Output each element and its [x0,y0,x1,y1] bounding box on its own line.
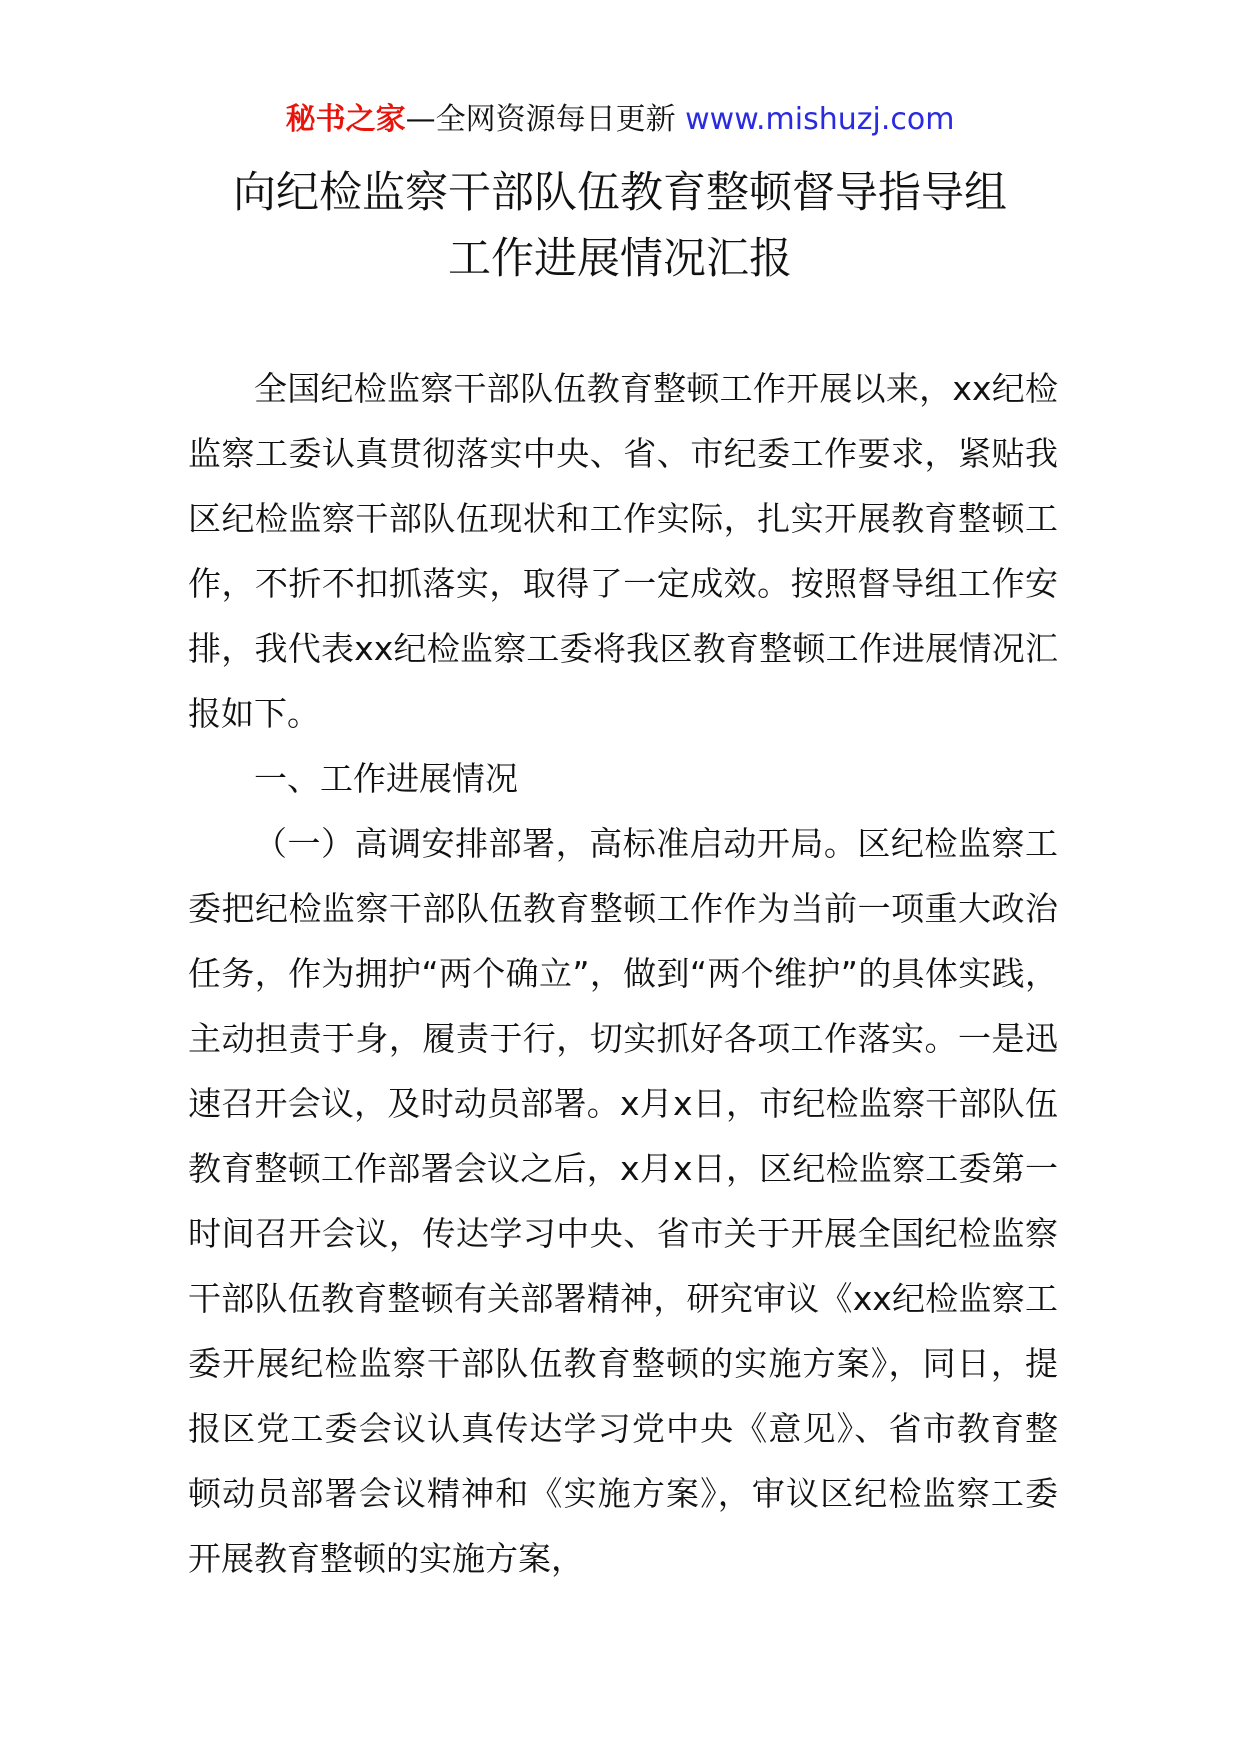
subsection-paragraph: （一）高调安排部署，高标准启动开局。区纪检监察工委把纪检监察干部队伍教育整顿工作作为当前一项重大政治任务，作为拥护“两个确立”，做到“两个维护”的具体实践，主动担责于身，履责于行，切实抓好各项工作落实。一是迅速召开会议，及时动员部署。x月x日，市纪检监察干部队伍教育整顿工作部署会议之后，x月x日，区纪检监察工委第一时间召开会议，传达学习中央、省市关于开展全国纪检监察干部队伍教育整顿有关部署精神，研究审议《xx纪检监察工委开展纪检监察干部队伍教育整顿的实施方案》，同日，提报区党工委会议认真传达学习党中央《意见》、省市教育整顿动员部署会议精神和《实施方案》，审议区纪检监察工委开展教育整顿的实施方案， [188,824,1058,1578]
brand-name: 秘书之家 [285,102,406,137]
intro-paragraph: 全国纪检监察干部队伍教育整顿工作开展以来，xx纪检监察工委认真贯彻落实中央、省、市纪委工作要求，紧贴我区纪检监察干部队伍现状和工作实际，扎实开展教育整顿工作，不折不扣抓落实，取得了一定成效。按照督导组工作安排，我代表xx纪检监察工委将我区教育整顿工作进展情况汇报如下。 [188,369,1058,733]
site-watermark-header [0,98,1240,142]
document-title [0,160,1240,292]
title-line-1: 向纪检监察干部队伍教育整顿督导指导组 [233,168,1007,218]
header-url: www.mishuzj.com [685,102,955,137]
document-body [188,356,1058,1591]
section-heading: 一、工作进展情况 [254,759,518,798]
title-line-2: 工作进展情况汇报 [448,234,792,284]
header-tagline: —全网资源每日更新 [405,102,686,137]
